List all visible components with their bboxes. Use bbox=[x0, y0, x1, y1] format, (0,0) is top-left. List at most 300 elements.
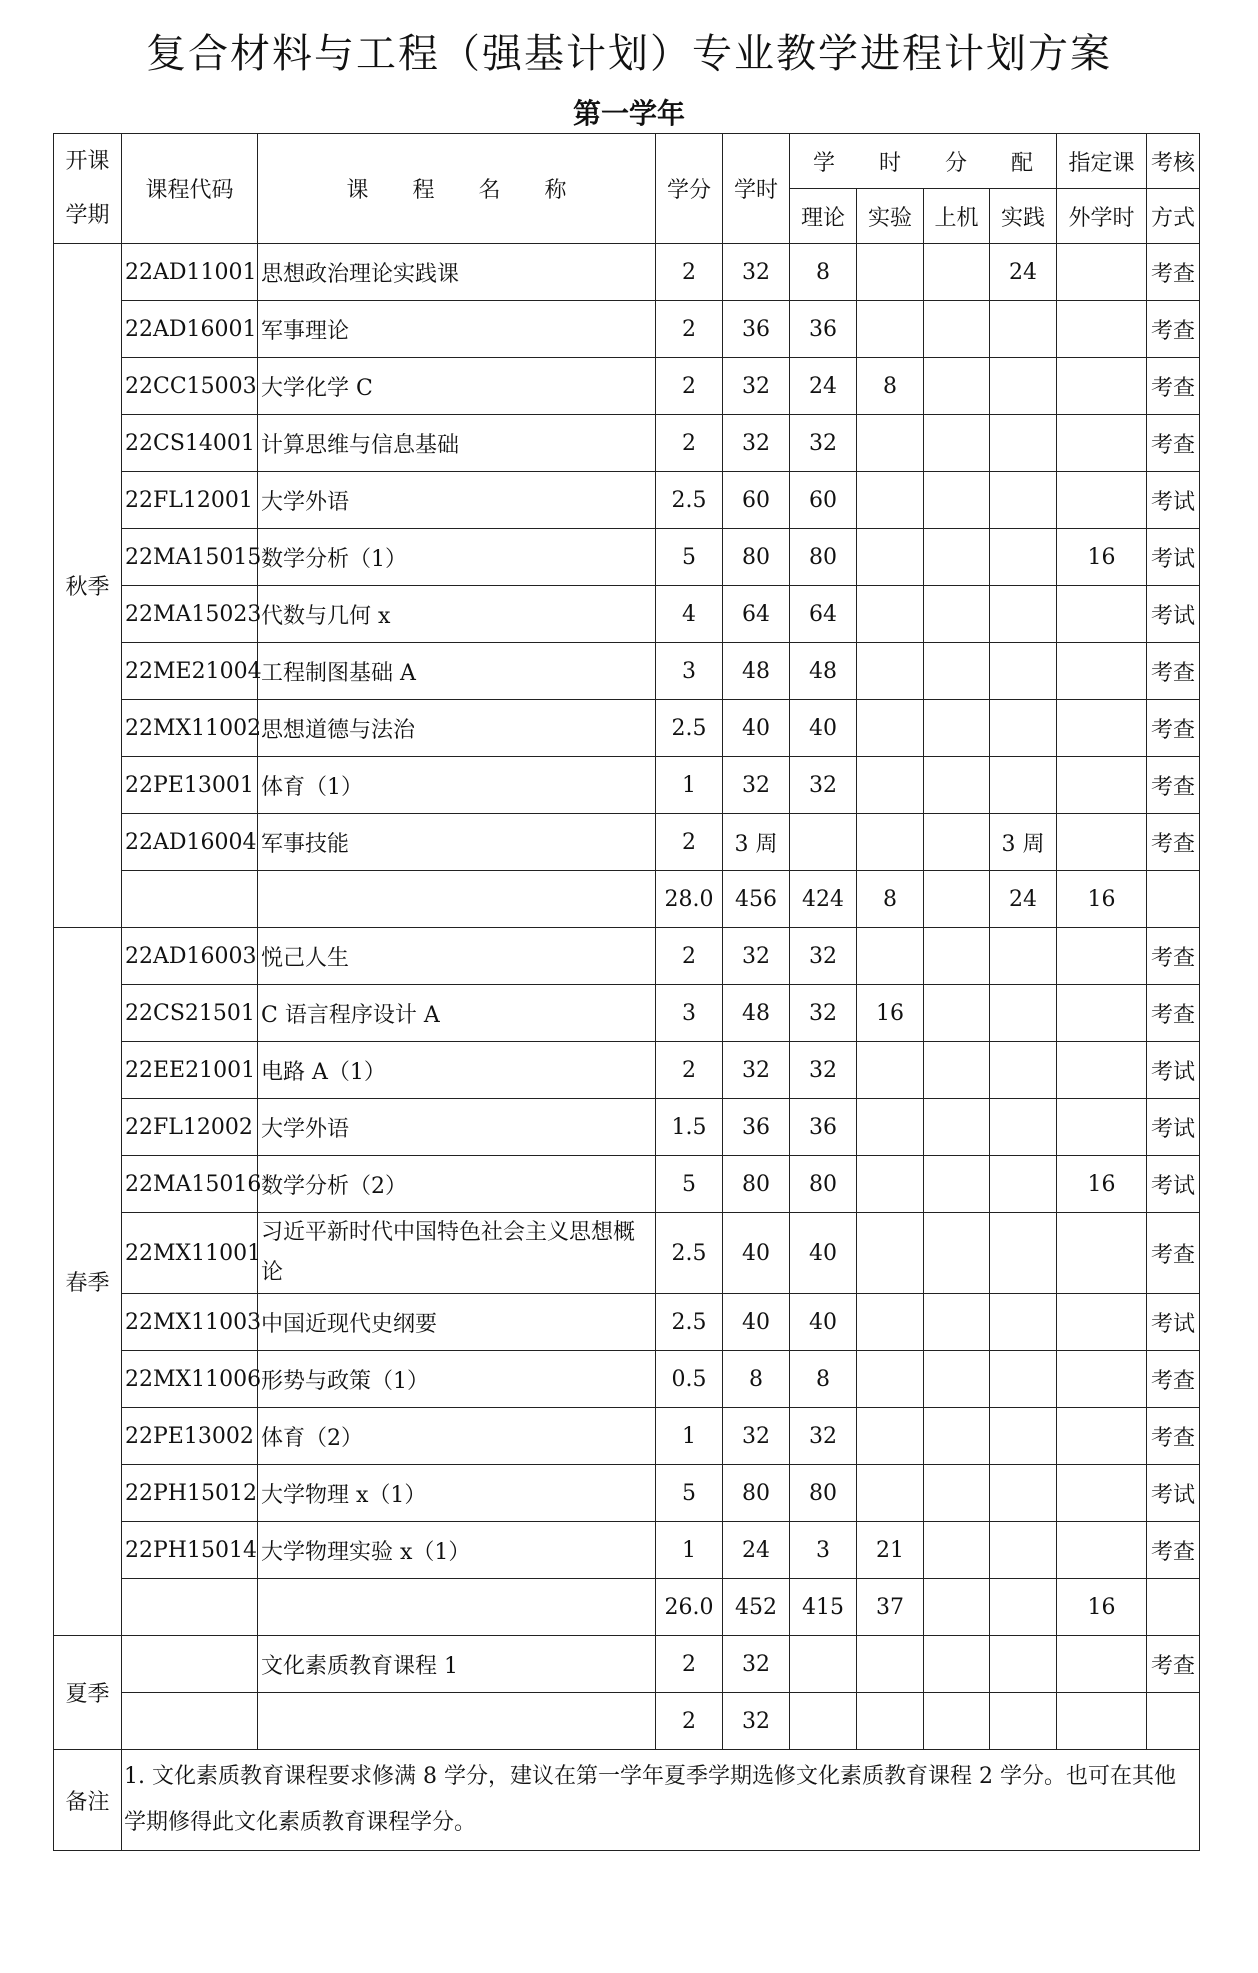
course-row bbox=[54, 529, 1200, 586]
course-row bbox=[54, 358, 1200, 415]
course-extra bbox=[1057, 586, 1147, 643]
course-computer bbox=[924, 244, 990, 301]
course-assess: 考查 bbox=[1147, 1351, 1200, 1408]
course-assess: 考试 bbox=[1147, 472, 1200, 529]
course-practice bbox=[990, 1294, 1057, 1351]
course-name: 思想政治理论实践课 bbox=[258, 244, 656, 301]
course-lab bbox=[857, 1294, 924, 1351]
course-row bbox=[54, 1294, 1200, 1351]
course-lab bbox=[857, 1465, 924, 1522]
course-extra bbox=[1057, 415, 1147, 472]
header-credits: 学分 bbox=[656, 134, 723, 244]
course-credits: 4 bbox=[656, 586, 723, 643]
course-extra bbox=[1057, 472, 1147, 529]
course-name: 计算思维与信息基础 bbox=[258, 415, 656, 472]
total-name-empty bbox=[258, 871, 656, 928]
course-assess: 考查 bbox=[1147, 1408, 1200, 1465]
course-hours: 32 bbox=[723, 358, 790, 415]
course-theory: 32 bbox=[790, 985, 857, 1042]
course-name: 电路 A（1） bbox=[258, 1042, 656, 1099]
course-row bbox=[54, 757, 1200, 814]
course-code: 22AD16003 bbox=[122, 928, 258, 985]
course-extra bbox=[1057, 643, 1147, 700]
semester-total-row bbox=[54, 1579, 1200, 1636]
course-hours: 40 bbox=[723, 1213, 790, 1294]
total-theory: 424 bbox=[790, 871, 857, 928]
course-extra bbox=[1057, 301, 1147, 358]
semester-label: 夏季 bbox=[54, 1636, 122, 1750]
course-computer bbox=[924, 1636, 990, 1693]
course-row bbox=[54, 1351, 1200, 1408]
course-code: 22MA15023 bbox=[122, 586, 258, 643]
semester-label: 秋季 bbox=[54, 244, 122, 928]
header-assess-line2: 方式 bbox=[1147, 189, 1200, 244]
total-theory bbox=[790, 1693, 857, 1750]
course-theory bbox=[790, 1636, 857, 1693]
course-code: 22FL12002 bbox=[122, 1099, 258, 1156]
course-credits: 2.5 bbox=[656, 1213, 723, 1294]
course-practice bbox=[990, 1408, 1057, 1465]
course-credits: 2 bbox=[656, 814, 723, 871]
course-name: 数学分析（2） bbox=[258, 1156, 656, 1213]
course-practice bbox=[990, 1156, 1057, 1213]
course-credits: 1 bbox=[656, 757, 723, 814]
course-theory: 32 bbox=[790, 757, 857, 814]
course-hours: 60 bbox=[723, 472, 790, 529]
course-theory: 32 bbox=[790, 928, 857, 985]
course-name: 思想道德与法治 bbox=[258, 700, 656, 757]
total-practice: 24 bbox=[990, 871, 1057, 928]
total-practice bbox=[990, 1579, 1057, 1636]
course-practice bbox=[990, 1636, 1057, 1693]
course-extra bbox=[1057, 1213, 1147, 1294]
course-extra bbox=[1057, 244, 1147, 301]
course-theory: 48 bbox=[790, 643, 857, 700]
course-computer bbox=[924, 1042, 990, 1099]
course-code: 22MX11003 bbox=[122, 1294, 258, 1351]
course-credits: 5 bbox=[656, 1465, 723, 1522]
course-lab bbox=[857, 757, 924, 814]
course-code: 22AD11001 bbox=[122, 244, 258, 301]
course-extra bbox=[1057, 757, 1147, 814]
course-assess: 考试 bbox=[1147, 1099, 1200, 1156]
header-code: 课程代码 bbox=[122, 134, 258, 244]
course-computer bbox=[924, 985, 990, 1042]
course-name: 习近平新时代中国特色社会主义思想概论 bbox=[258, 1213, 656, 1294]
course-practice bbox=[990, 1522, 1057, 1579]
course-hours: 32 bbox=[723, 415, 790, 472]
total-credits: 2 bbox=[656, 1693, 723, 1750]
course-code: 22FL12001 bbox=[122, 472, 258, 529]
course-lab bbox=[857, 1099, 924, 1156]
course-row bbox=[54, 1213, 1200, 1294]
total-extra bbox=[1057, 1693, 1147, 1750]
course-computer bbox=[924, 1522, 990, 1579]
course-lab bbox=[857, 700, 924, 757]
course-assess: 考查 bbox=[1147, 643, 1200, 700]
course-lab bbox=[857, 1351, 924, 1408]
course-extra bbox=[1057, 700, 1147, 757]
course-credits: 2 bbox=[656, 1636, 723, 1693]
header-extra-line2: 外学时 bbox=[1057, 189, 1147, 244]
course-credits: 1.5 bbox=[656, 1099, 723, 1156]
course-computer bbox=[924, 415, 990, 472]
course-lab bbox=[857, 301, 924, 358]
course-computer bbox=[924, 1099, 990, 1156]
remark-label: 备注 bbox=[54, 1750, 122, 1851]
course-assess: 考查 bbox=[1147, 928, 1200, 985]
course-extra bbox=[1057, 985, 1147, 1042]
course-row bbox=[54, 1099, 1200, 1156]
course-practice bbox=[990, 472, 1057, 529]
course-practice bbox=[990, 586, 1057, 643]
total-practice bbox=[990, 1693, 1057, 1750]
total-assess-empty bbox=[1147, 1579, 1200, 1636]
course-practice bbox=[990, 529, 1057, 586]
course-hours: 80 bbox=[723, 1156, 790, 1213]
page-title: 复合材料与工程（强基计划）专业教学进程计划方案 bbox=[146, 31, 1112, 77]
course-theory: 80 bbox=[790, 1156, 857, 1213]
course-row bbox=[54, 1408, 1200, 1465]
course-extra bbox=[1057, 1099, 1147, 1156]
course-extra bbox=[1057, 1408, 1147, 1465]
course-code: 22AD16004 bbox=[122, 814, 258, 871]
course-extra bbox=[1057, 1465, 1147, 1522]
course-lab bbox=[857, 928, 924, 985]
course-name: 大学物理 x（1） bbox=[258, 1465, 656, 1522]
course-practice bbox=[990, 415, 1057, 472]
course-theory: 8 bbox=[790, 1351, 857, 1408]
course-row bbox=[54, 1636, 1200, 1693]
course-row bbox=[54, 643, 1200, 700]
total-hours: 32 bbox=[723, 1693, 790, 1750]
course-name: 大学化学 C bbox=[258, 358, 656, 415]
total-extra: 16 bbox=[1057, 871, 1147, 928]
course-assess: 考查 bbox=[1147, 814, 1200, 871]
course-practice bbox=[990, 358, 1057, 415]
course-lab bbox=[857, 814, 924, 871]
course-assess: 考查 bbox=[1147, 1213, 1200, 1294]
course-row bbox=[54, 301, 1200, 358]
course-extra bbox=[1057, 928, 1147, 985]
course-hours: 40 bbox=[723, 700, 790, 757]
course-row bbox=[54, 415, 1200, 472]
course-name: 体育（1） bbox=[258, 757, 656, 814]
header-assess-line1: 考核 bbox=[1147, 134, 1200, 189]
course-theory: 80 bbox=[790, 529, 857, 586]
course-computer bbox=[924, 1465, 990, 1522]
course-name: 军事技能 bbox=[258, 814, 656, 871]
course-row bbox=[54, 1522, 1200, 1579]
course-extra bbox=[1057, 1522, 1147, 1579]
course-credits: 2 bbox=[656, 358, 723, 415]
header-practice: 实践 bbox=[990, 189, 1057, 244]
course-hours: 32 bbox=[723, 244, 790, 301]
course-computer bbox=[924, 643, 990, 700]
course-assess: 考查 bbox=[1147, 415, 1200, 472]
course-code: 22CC15003 bbox=[122, 358, 258, 415]
course-assess: 考试 bbox=[1147, 1465, 1200, 1522]
course-lab: 16 bbox=[857, 985, 924, 1042]
total-code-empty bbox=[122, 871, 258, 928]
total-lab: 8 bbox=[857, 871, 924, 928]
course-practice bbox=[990, 928, 1057, 985]
total-computer bbox=[924, 1579, 990, 1636]
course-hours: 48 bbox=[723, 643, 790, 700]
course-practice bbox=[990, 1465, 1057, 1522]
course-assess: 考查 bbox=[1147, 301, 1200, 358]
course-credits: 3 bbox=[656, 985, 723, 1042]
total-computer bbox=[924, 871, 990, 928]
course-row bbox=[54, 700, 1200, 757]
course-computer bbox=[924, 586, 990, 643]
course-hours: 32 bbox=[723, 928, 790, 985]
course-theory: 32 bbox=[790, 415, 857, 472]
course-practice: 3 周 bbox=[990, 814, 1057, 871]
course-row bbox=[54, 928, 1200, 985]
course-computer bbox=[924, 1213, 990, 1294]
header-distribution: 学 时 分 配 bbox=[790, 134, 1057, 189]
course-theory: 24 bbox=[790, 358, 857, 415]
course-assess: 考试 bbox=[1147, 529, 1200, 586]
course-code: 22PH15014 bbox=[122, 1522, 258, 1579]
course-practice bbox=[990, 643, 1057, 700]
course-name: 文化素质教育课程 1 bbox=[258, 1636, 656, 1693]
course-practice: 24 bbox=[990, 244, 1057, 301]
course-theory: 36 bbox=[790, 301, 857, 358]
total-extra: 16 bbox=[1057, 1579, 1147, 1636]
course-computer bbox=[924, 928, 990, 985]
course-name: 体育（2） bbox=[258, 1408, 656, 1465]
course-practice bbox=[990, 1213, 1057, 1294]
total-credits: 28.0 bbox=[656, 871, 723, 928]
total-code-empty bbox=[122, 1579, 258, 1636]
course-lab bbox=[857, 1213, 924, 1294]
course-assess: 考试 bbox=[1147, 1156, 1200, 1213]
header-semester-line2: 学期 bbox=[65, 202, 110, 228]
course-extra bbox=[1057, 1636, 1147, 1693]
header-semester-line1: 开课 bbox=[65, 148, 110, 174]
course-extra: 16 bbox=[1057, 529, 1147, 586]
course-hours: 24 bbox=[723, 1522, 790, 1579]
course-theory: 40 bbox=[790, 1294, 857, 1351]
course-code: 22PE13002 bbox=[122, 1408, 258, 1465]
course-code: 22EE21001 bbox=[122, 1042, 258, 1099]
course-lab bbox=[857, 643, 924, 700]
total-assess-empty bbox=[1147, 871, 1200, 928]
course-name: 悦己人生 bbox=[258, 928, 656, 985]
header-theory: 理论 bbox=[790, 189, 857, 244]
course-computer bbox=[924, 1156, 990, 1213]
course-lab bbox=[857, 415, 924, 472]
course-lab bbox=[857, 1156, 924, 1213]
course-name: 军事理论 bbox=[258, 301, 656, 358]
course-theory: 32 bbox=[790, 1408, 857, 1465]
course-theory: 80 bbox=[790, 1465, 857, 1522]
remark-row bbox=[54, 1750, 1200, 1851]
course-assess: 考试 bbox=[1147, 1042, 1200, 1099]
course-name: 中国近现代史纲要 bbox=[258, 1294, 656, 1351]
course-lab: 8 bbox=[857, 358, 924, 415]
course-theory: 8 bbox=[790, 244, 857, 301]
course-theory bbox=[790, 814, 857, 871]
course-code: 22CS21501 bbox=[122, 985, 258, 1042]
course-assess: 考查 bbox=[1147, 358, 1200, 415]
course-name: 大学物理实验 x（1） bbox=[258, 1522, 656, 1579]
course-code: 22MX11002 bbox=[122, 700, 258, 757]
course-assess: 考试 bbox=[1147, 1294, 1200, 1351]
course-hours: 80 bbox=[723, 529, 790, 586]
course-theory: 36 bbox=[790, 1099, 857, 1156]
course-code: 22MA15015 bbox=[122, 529, 258, 586]
course-credits: 3 bbox=[656, 643, 723, 700]
course-row bbox=[54, 1465, 1200, 1522]
course-hours: 80 bbox=[723, 1465, 790, 1522]
course-extra bbox=[1057, 1042, 1147, 1099]
course-hours: 36 bbox=[723, 1099, 790, 1156]
course-name: C 语言程序设计 A bbox=[258, 985, 656, 1042]
course-practice bbox=[990, 757, 1057, 814]
course-practice bbox=[990, 1351, 1057, 1408]
course-hours: 36 bbox=[723, 301, 790, 358]
course-extra bbox=[1057, 358, 1147, 415]
total-credits: 26.0 bbox=[656, 1579, 723, 1636]
header-extra-line1: 指定课 bbox=[1057, 134, 1147, 189]
course-assess: 考查 bbox=[1147, 700, 1200, 757]
course-name: 代数与几何 x bbox=[258, 586, 656, 643]
total-theory: 415 bbox=[790, 1579, 857, 1636]
curriculum-table bbox=[53, 133, 1200, 1851]
course-lab bbox=[857, 1042, 924, 1099]
header-name: 课 程 名 称 bbox=[258, 134, 656, 244]
course-practice bbox=[990, 700, 1057, 757]
course-name: 数学分析（1） bbox=[258, 529, 656, 586]
course-computer bbox=[924, 301, 990, 358]
course-credits: 2 bbox=[656, 301, 723, 358]
page-subtitle: 第一学年 bbox=[572, 97, 685, 130]
course-credits: 2 bbox=[656, 928, 723, 985]
course-row bbox=[54, 472, 1200, 529]
course-code: 22PE13001 bbox=[122, 757, 258, 814]
course-theory: 40 bbox=[790, 700, 857, 757]
course-row bbox=[54, 244, 1200, 301]
course-code: 22CS14001 bbox=[122, 415, 258, 472]
remark-text: 1. 文化素质教育课程要求修满 8 学分，建议在第一学年夏季学期选修文化素质教育课程 2 学分。也可在其他学期修得此文化素质教育课程学分。 bbox=[122, 1750, 1200, 1851]
course-code: 22MX11006 bbox=[122, 1351, 258, 1408]
course-assess: 考查 bbox=[1147, 1522, 1200, 1579]
course-credits: 2.5 bbox=[656, 1294, 723, 1351]
total-hours: 452 bbox=[723, 1579, 790, 1636]
course-assess: 考查 bbox=[1147, 757, 1200, 814]
semester-total-row bbox=[54, 871, 1200, 928]
course-code: 22PH15012 bbox=[122, 1465, 258, 1522]
course-name: 大学外语 bbox=[258, 1099, 656, 1156]
course-code: 22MA15016 bbox=[122, 1156, 258, 1213]
course-practice bbox=[990, 301, 1057, 358]
course-computer bbox=[924, 814, 990, 871]
course-hours: 32 bbox=[723, 1408, 790, 1465]
course-row bbox=[54, 1156, 1200, 1213]
header-lab: 实验 bbox=[857, 189, 924, 244]
course-credits: 2 bbox=[656, 244, 723, 301]
course-credits: 0.5 bbox=[656, 1351, 723, 1408]
course-credits: 5 bbox=[656, 1156, 723, 1213]
course-lab bbox=[857, 529, 924, 586]
course-credits: 1 bbox=[656, 1522, 723, 1579]
course-lab bbox=[857, 586, 924, 643]
course-lab bbox=[857, 244, 924, 301]
course-extra: 16 bbox=[1057, 1156, 1147, 1213]
course-row bbox=[54, 586, 1200, 643]
course-credits: 2 bbox=[656, 415, 723, 472]
course-computer bbox=[924, 1408, 990, 1465]
course-hours: 40 bbox=[723, 1294, 790, 1351]
semester-total-row bbox=[54, 1693, 1200, 1750]
course-practice bbox=[990, 1099, 1057, 1156]
total-lab: 37 bbox=[857, 1579, 924, 1636]
header-computer: 上机 bbox=[924, 189, 990, 244]
course-theory: 64 bbox=[790, 586, 857, 643]
course-assess: 考查 bbox=[1147, 1636, 1200, 1693]
course-theory: 40 bbox=[790, 1213, 857, 1294]
course-computer bbox=[924, 1351, 990, 1408]
course-row bbox=[54, 1042, 1200, 1099]
course-credits: 2.5 bbox=[656, 472, 723, 529]
course-assess: 考查 bbox=[1147, 244, 1200, 301]
course-practice bbox=[990, 985, 1057, 1042]
course-extra bbox=[1057, 1294, 1147, 1351]
course-credits: 2 bbox=[656, 1042, 723, 1099]
course-theory: 60 bbox=[790, 472, 857, 529]
course-lab: 21 bbox=[857, 1522, 924, 1579]
course-theory: 3 bbox=[790, 1522, 857, 1579]
course-hours: 8 bbox=[723, 1351, 790, 1408]
total-assess-empty bbox=[1147, 1693, 1200, 1750]
course-hours: 32 bbox=[723, 1636, 790, 1693]
course-code: 22ME21004 bbox=[122, 643, 258, 700]
course-lab bbox=[857, 1636, 924, 1693]
course-lab bbox=[857, 1408, 924, 1465]
course-hours: 48 bbox=[723, 985, 790, 1042]
course-computer bbox=[924, 472, 990, 529]
course-assess: 考查 bbox=[1147, 985, 1200, 1042]
course-extra bbox=[1057, 814, 1147, 871]
course-extra bbox=[1057, 1351, 1147, 1408]
course-hours: 64 bbox=[723, 586, 790, 643]
total-computer bbox=[924, 1693, 990, 1750]
course-credits: 2.5 bbox=[656, 700, 723, 757]
course-computer bbox=[924, 757, 990, 814]
course-name: 大学外语 bbox=[258, 472, 656, 529]
course-row bbox=[54, 814, 1200, 871]
course-theory: 32 bbox=[790, 1042, 857, 1099]
course-lab bbox=[857, 472, 924, 529]
course-hours: 32 bbox=[723, 1042, 790, 1099]
semester-label: 春季 bbox=[54, 928, 122, 1636]
total-name-empty bbox=[258, 1579, 656, 1636]
course-hours: 32 bbox=[723, 757, 790, 814]
course-name: 工程制图基础 A bbox=[258, 643, 656, 700]
total-name-empty bbox=[258, 1693, 656, 1750]
course-code bbox=[122, 1636, 258, 1693]
course-row bbox=[54, 985, 1200, 1042]
course-code: 22MX11001 bbox=[122, 1213, 258, 1294]
course-computer bbox=[924, 700, 990, 757]
course-credits: 1 bbox=[656, 1408, 723, 1465]
course-code: 22AD16001 bbox=[122, 301, 258, 358]
course-hours: 3 周 bbox=[723, 814, 790, 871]
course-computer bbox=[924, 358, 990, 415]
